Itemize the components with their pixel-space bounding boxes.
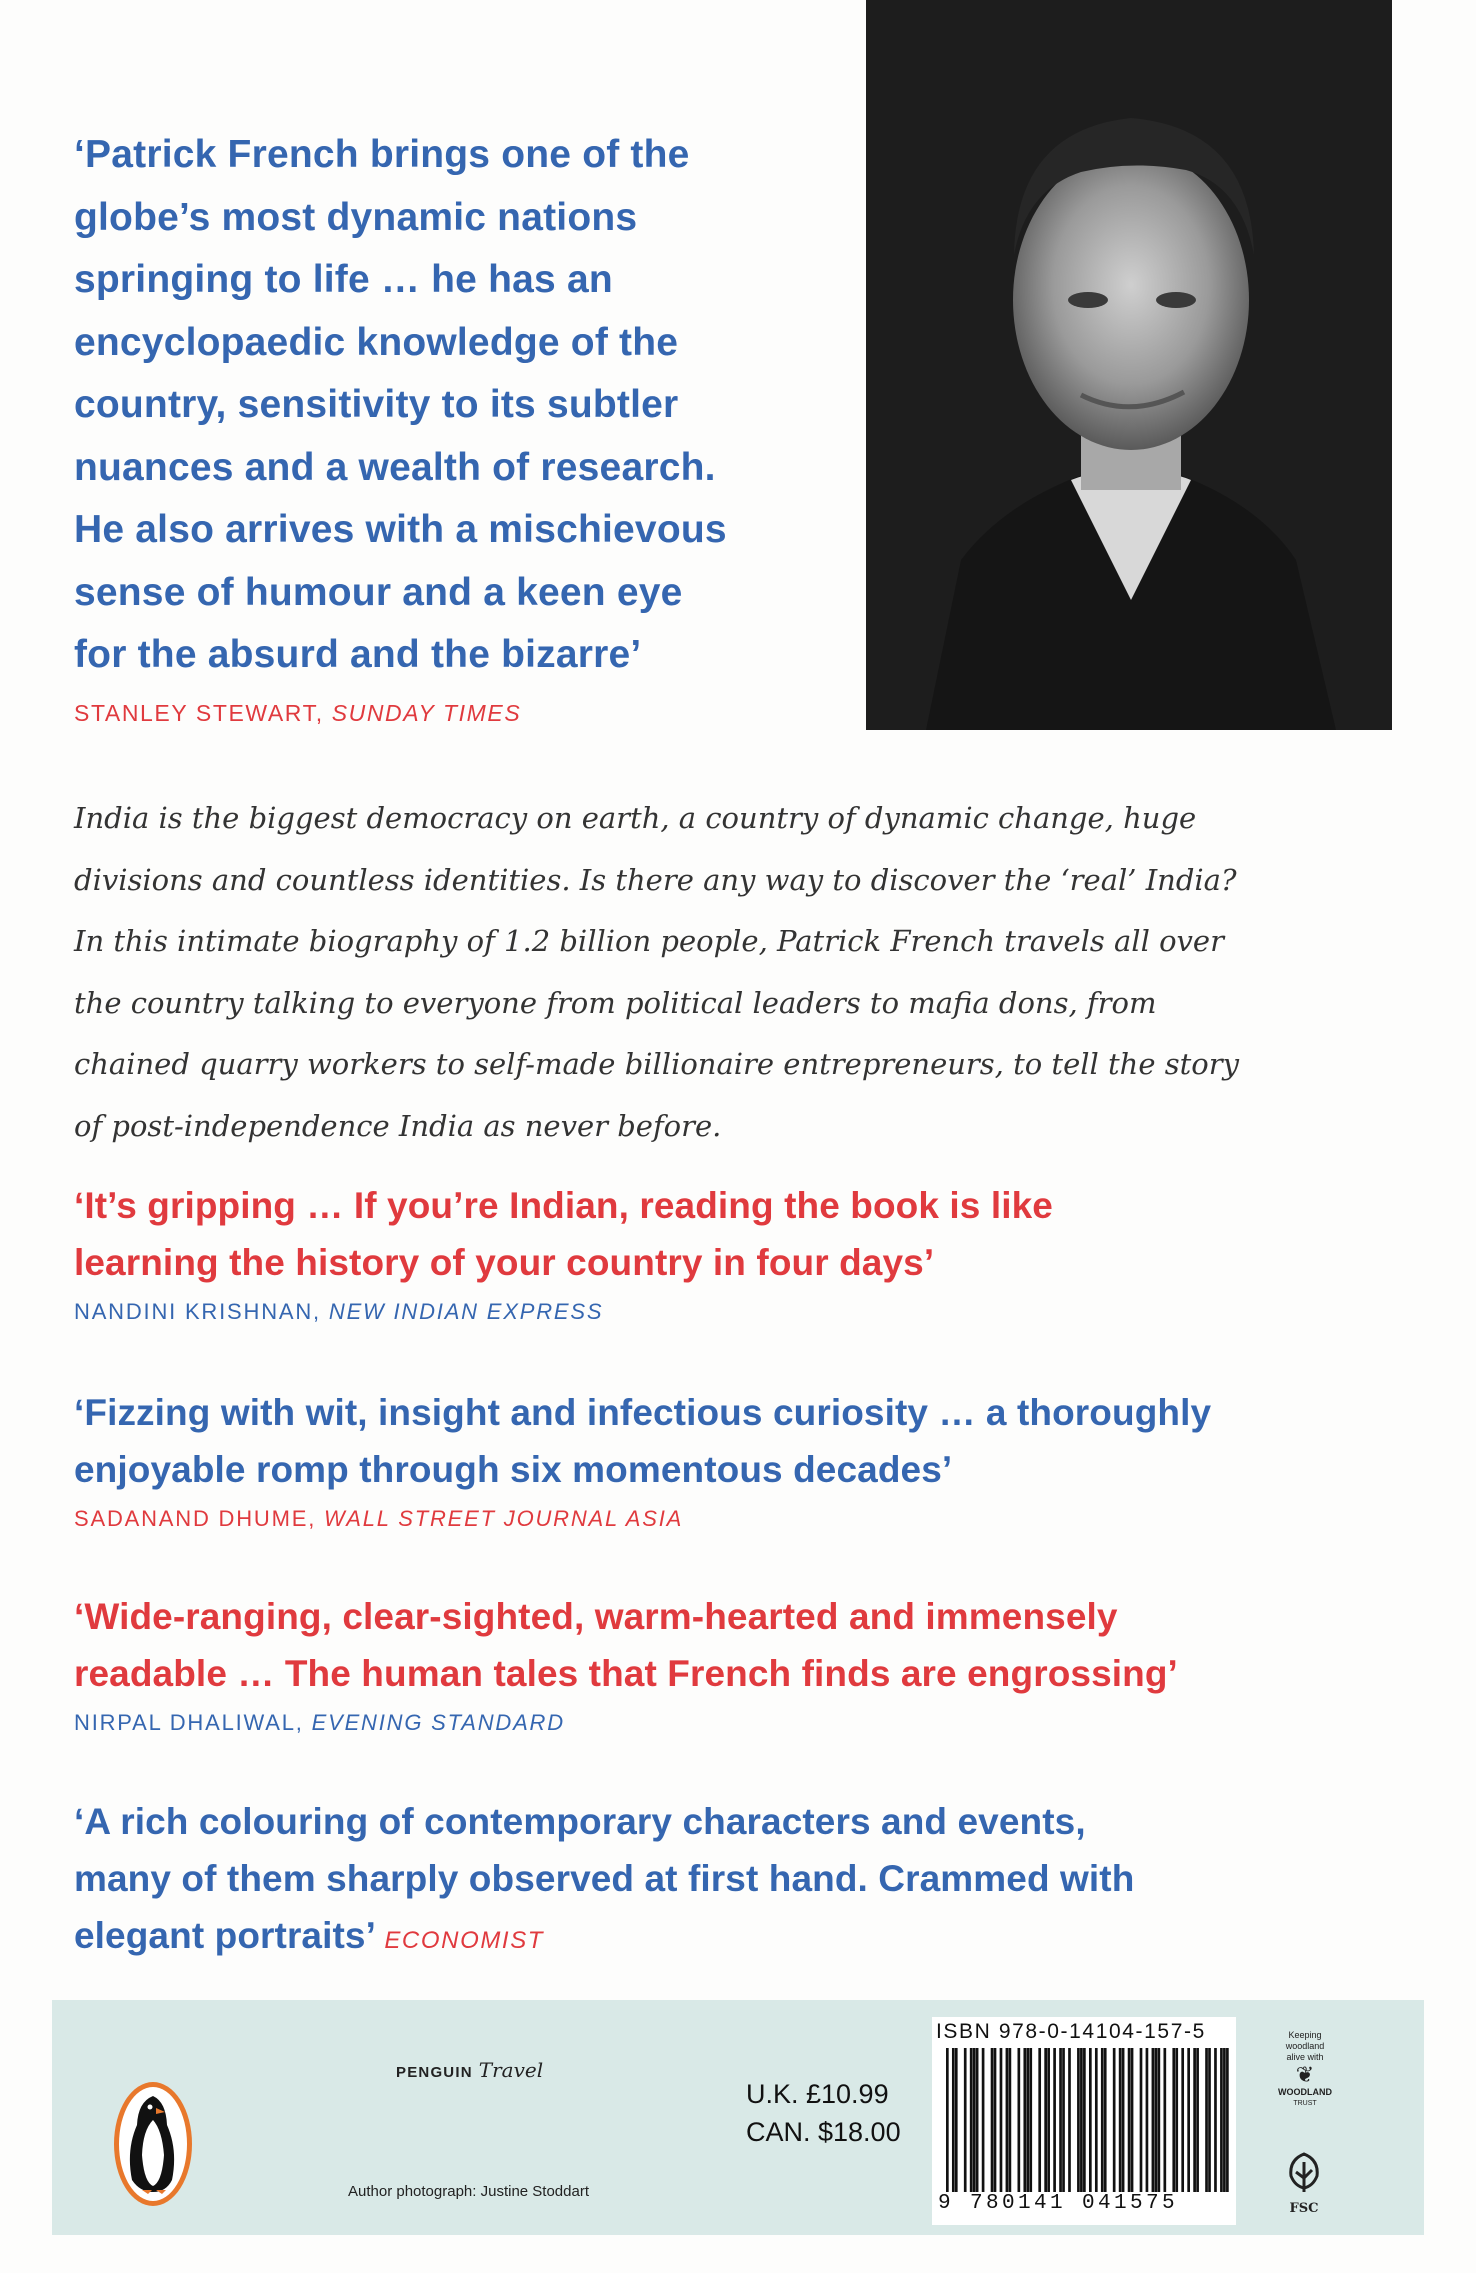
barcode-bar	[1172, 2048, 1175, 2192]
barcode-bar	[1119, 2048, 1122, 2192]
reviewer-name: NIRPAL DHALIWAL,	[74, 1710, 312, 1735]
barcode-bar	[1140, 2048, 1143, 2192]
barcode-bar	[1181, 2048, 1184, 2192]
blurb-line: India is the biggest democracy on earth, a country of dynamic change, huge	[74, 801, 1197, 835]
lead-review-line: nuances and a wealth of research.	[74, 445, 716, 489]
barcode-bar	[1077, 2048, 1080, 2192]
barcode-bar	[1193, 2048, 1196, 2192]
barcode	[946, 2048, 1232, 2192]
reviewer-name: STANLEY STEWART,	[74, 700, 332, 726]
barcode-bar	[1155, 2048, 1158, 2192]
barcode-bar	[1131, 2048, 1134, 2192]
review-line: enjoyable romp through six momentous decades’	[74, 1449, 953, 1490]
blurb-line: In this intimate biography of 1.2 billion people, Patrick French travels all over	[74, 924, 1224, 958]
price-block	[746, 2075, 901, 2151]
review-block	[74, 1177, 1414, 1325]
woodland-name: WOODLAND	[1278, 2087, 1332, 2097]
publication-name: NEW INDIAN EXPRESS	[328, 1299, 604, 1324]
barcode-bar	[1068, 2048, 1071, 2192]
barcode-bar	[1175, 2048, 1178, 2192]
fsc-label: FSC	[1289, 2201, 1319, 2216]
author-photo	[866, 0, 1392, 730]
reviewer-name: SADANAND DHUME,	[74, 1506, 325, 1531]
price-can: CAN. $18.00	[746, 2117, 901, 2147]
review-attribution	[74, 1710, 1414, 1736]
imprint-series: Travel	[478, 2058, 544, 2082]
barcode-bar	[1226, 2048, 1229, 2192]
lead-review-line: globe’s most dynamic nations	[74, 195, 638, 239]
barcode-bar	[982, 2048, 985, 2192]
publication-name: ECONOMIST	[384, 1927, 545, 1954]
blurb-line: divisions and countless identities. Is there any way to discover the ‘real’ India?	[74, 862, 1237, 897]
barcode-bar	[946, 2048, 949, 2192]
publication-name: EVENING STANDARD	[311, 1710, 565, 1735]
barcode-bar	[1038, 2048, 1041, 2192]
barcode-bar	[1018, 2048, 1021, 2192]
review-block	[74, 1384, 1414, 1532]
review-line: ‘A rich colouring of contemporary characters and events,	[74, 1801, 1086, 1842]
review-quote	[74, 1793, 1414, 1969]
barcode-bar	[973, 2048, 976, 2192]
barcode-bar	[1053, 2048, 1056, 2192]
lead-review-attribution	[74, 700, 521, 727]
price-uk: U.K. £10.99	[746, 2079, 889, 2109]
lead-review-line: springing to life … he has an	[74, 258, 613, 301]
review-quote	[74, 1588, 1414, 1702]
isbn-label: ISBN 978-0-14104-157-5	[936, 2020, 1206, 2043]
penguin-logo-icon	[112, 2080, 194, 2208]
barcode-bar	[1083, 2048, 1086, 2192]
review-line: readable … The human tales that French finds are engrossing’	[74, 1653, 1178, 1694]
review-quote	[74, 1384, 1414, 1498]
woodland-trust-badge	[1262, 2030, 1348, 2109]
barcode-bar	[1026, 2048, 1029, 2192]
review-line: many of them sharply observed at first hand. Crammed with	[74, 1858, 1135, 1899]
review-attribution	[74, 1506, 1414, 1532]
barcode-bar	[1104, 2048, 1107, 2192]
imprint-label	[396, 2058, 543, 2082]
barcode-bar	[991, 2048, 994, 2192]
photo-credit: Author photograph: Justine Stoddart	[348, 2183, 589, 2200]
barcode-bar	[1080, 2048, 1083, 2192]
barcode-bar	[1214, 2048, 1217, 2192]
blurb-line: of post-independence India as never before.	[74, 1108, 722, 1143]
blurb-line: chained quarry workers to self-made billionaire entrepreneurs, to tell the story	[74, 1047, 1239, 1081]
review-quote	[74, 1177, 1414, 1291]
woodland-text: alive with	[1286, 2052, 1324, 2062]
fsc-tree-icon	[1281, 2150, 1327, 2196]
barcode-bar	[1158, 2048, 1161, 2192]
review-line: ‘Wide-ranging, clear-sighted, warm-hearted and immensely	[74, 1596, 1118, 1637]
barcode-bar	[1220, 2048, 1223, 2192]
review-attribution	[74, 1299, 1414, 1325]
barcode-bar	[1023, 2048, 1026, 2192]
barcode-bar	[1047, 2048, 1050, 2192]
review-line: ‘Fizzing with wit, insight and infectious curiosity … a thoroughly	[74, 1392, 1212, 1433]
barcode-bar	[970, 2048, 973, 2192]
book-blurb	[74, 788, 1374, 1157]
barcode-digits: 9 780141 041575	[938, 2192, 1179, 2215]
barcode-bar	[1152, 2048, 1155, 2192]
blurb-line: the country talking to everyone from political leaders to mafia dons, from	[74, 985, 1157, 1020]
barcode-bar	[1128, 2048, 1131, 2192]
barcode-bar	[1044, 2048, 1047, 2192]
barcode-bar	[964, 2048, 967, 2192]
lead-review-quote	[74, 124, 854, 687]
barcode-bar	[1187, 2048, 1190, 2192]
lead-review-line: for the absurd and the bizarre’	[74, 633, 642, 676]
tree-icon: ❦	[1295, 2062, 1315, 2087]
barcode-bar	[1029, 2048, 1032, 2192]
barcode-bar	[1146, 2048, 1149, 2192]
barcode-bar	[1089, 2048, 1092, 2192]
barcode-bar	[1205, 2048, 1208, 2192]
lead-review-line: ‘Patrick French brings one of the	[74, 133, 690, 176]
lead-review-line: He also arrives with a mischievous	[74, 508, 727, 551]
barcode-bar	[1095, 2048, 1098, 2192]
reviewer-name: NANDINI KRISHNAN,	[74, 1299, 329, 1324]
barcode-bar	[952, 2048, 955, 2192]
barcode-bar	[1208, 2048, 1211, 2192]
barcode-bar	[976, 2048, 979, 2192]
woodland-trust: TRUST	[1293, 2100, 1317, 2107]
publication-name: SUNDAY TIMES	[331, 700, 522, 726]
woodland-text: woodland	[1285, 2041, 1325, 2051]
review-line: learning the history of your country in four days’	[74, 1242, 935, 1283]
barcode-bar	[1000, 2048, 1003, 2192]
barcode-bar	[1196, 2048, 1199, 2192]
barcode-bar	[1163, 2048, 1166, 2192]
lead-review-line: encyclopaedic knowledge of the	[74, 320, 679, 364]
review-block	[74, 1793, 1414, 1969]
barcode-bar	[1009, 2048, 1012, 2192]
lead-review-line: sense of humour and a keen eye	[74, 570, 683, 614]
lead-review-line: country, sensitivity to its subtler	[74, 383, 679, 426]
woodland-text: Keeping	[1288, 2030, 1322, 2040]
barcode-bar	[955, 2048, 958, 2192]
review-line: ‘It’s gripping … If you’re Indian, reading the book is like	[74, 1185, 1053, 1226]
barcode-bar	[1113, 2048, 1116, 2192]
fsc-badge	[1268, 2150, 1340, 2226]
imprint-brand: PENGUIN	[396, 2064, 473, 2081]
review-block	[74, 1588, 1414, 1736]
barcode-bar	[1122, 2048, 1125, 2192]
barcode-bar	[1223, 2048, 1226, 2192]
barcode-bar	[1006, 2048, 1009, 2192]
barcode-bar	[1059, 2048, 1062, 2192]
publication-name: WALL STREET JOURNAL ASIA	[324, 1506, 684, 1531]
review-line: elegant portraits’	[74, 1915, 374, 1956]
barcode-bar	[1101, 2048, 1104, 2192]
barcode-bar	[994, 2048, 997, 2192]
barcode-bar	[1062, 2048, 1065, 2192]
